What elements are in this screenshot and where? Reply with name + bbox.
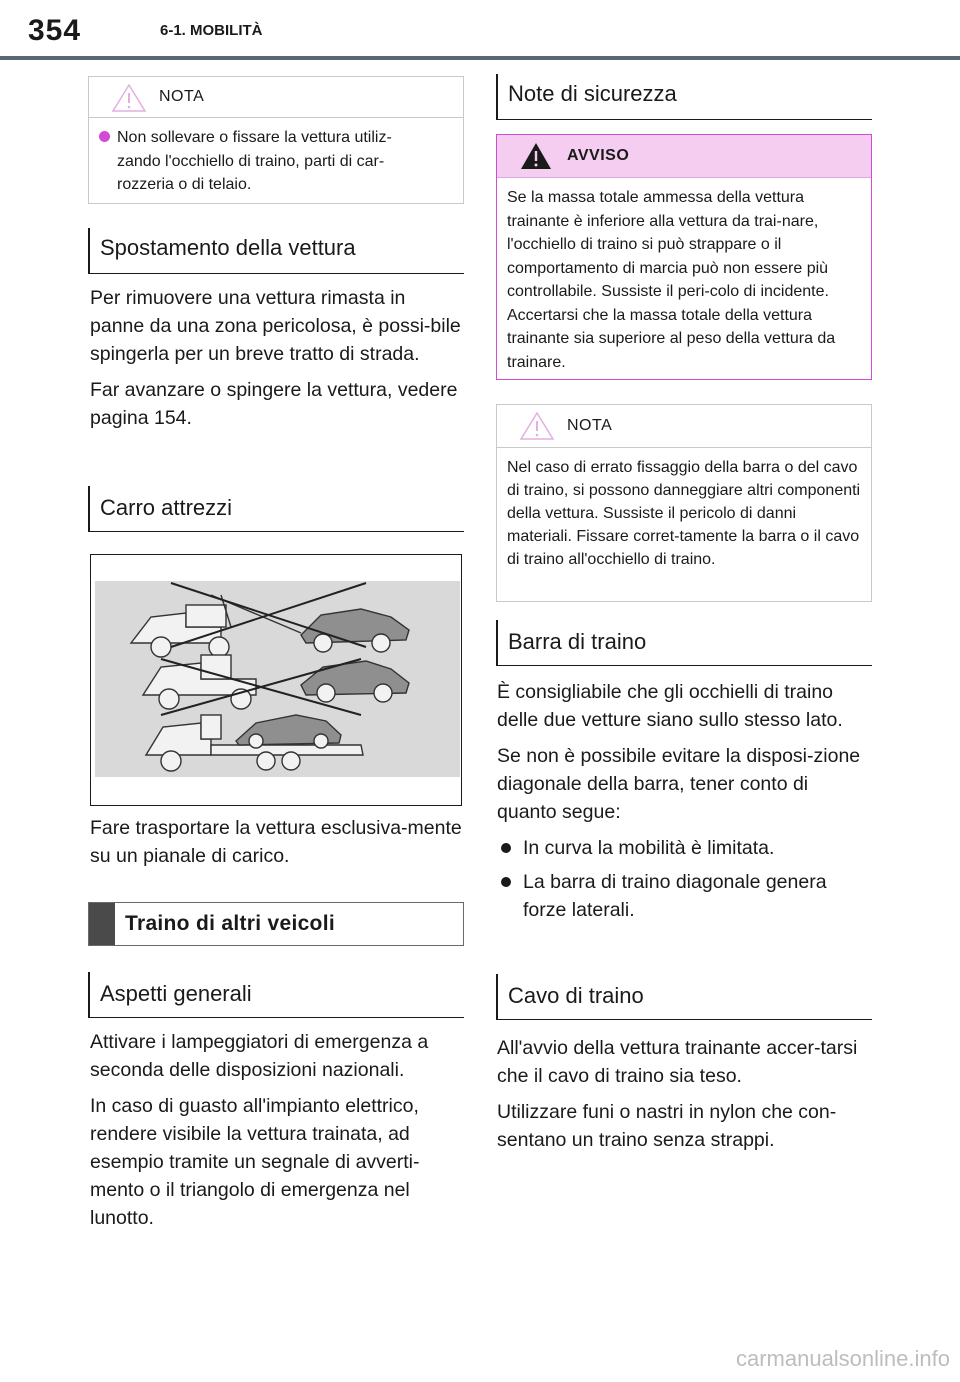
note-header	[89, 77, 463, 118]
section-title: 6-1. MOBILITÀ	[160, 22, 263, 39]
caption-text: Fare trasportare la vettura esclusiva-mente su un pianale di carico.	[90, 817, 462, 867]
bullet-dot-icon	[99, 131, 110, 142]
paragraph: Attivare i lampeggiatori di emergenza a seconda delle disposizioni nazionali.	[90, 1031, 429, 1081]
paragraph: Per rimuovere una vettura rimasta in panne da una zona pericolosa, è possi-bile spingerla per un breve tratto di strada.	[90, 287, 461, 365]
note-body	[89, 118, 463, 205]
page-number: 354	[28, 14, 82, 47]
tow-truck-image	[91, 555, 460, 804]
note-header	[497, 405, 871, 448]
note-text: Non sollevare o fissare la vettura utiliz- zando l'occhiello di traino, parti di car- rozzeria o di telaio.	[117, 129, 392, 193]
bullet-item: La barra di traino diagonale genera forze laterali.	[497, 868, 871, 924]
caution-triangle-icon	[111, 83, 147, 113]
paragraph: All'avvio della vettura trainante accer-tarsi che il cavo di traino sia teso.	[497, 1037, 858, 1087]
note-title: NOTA	[567, 417, 613, 434]
caution-triangle-icon	[519, 411, 555, 441]
heading-traino: Traino di altri veicoli	[125, 912, 335, 935]
warning-triangle-icon	[519, 141, 553, 171]
heading-sicurezza: Note di sicurezza	[496, 74, 872, 120]
note-text: Nel caso di errato fissaggio della barra o del cavo di traino, si possono danneggiare altri componenti della vettura. Sussiste il pericolo di danni materiali. Fissare corret-tamente la barra o il cavo di traino all'occhiello di traino.	[507, 459, 861, 568]
section-cavo	[497, 1034, 871, 1162]
paragraph: Far avanzare o spingere la vettura, vedere pagina 154.	[90, 379, 458, 429]
warning-text: Se la massa totale ammessa della vettura trainante è inferiore alla vettura da trai-nare, l'occhiello di traino si può strappare o il comportamento di marcia può non essere più controllabile. Sussiste il peri-colo di incidente. Accertarsi che la massa totale della vettura trainante sia superiore al peso della vettura da trainare.	[507, 189, 836, 371]
heading-cavo: Cavo di traino	[496, 974, 872, 1020]
heading-spostamento: Spostamento della vettura	[88, 228, 464, 274]
paragraph: È consigliabile che gli occhielli di traino delle due vetture siano sullo stesso lato.	[497, 681, 843, 731]
note-box-1	[88, 76, 464, 204]
section-spostamento	[90, 284, 464, 440]
heading-traino-block	[88, 902, 464, 946]
warning-title: AVVISO	[567, 147, 630, 164]
section-aspetti	[90, 1028, 464, 1240]
figure-caption	[90, 814, 464, 878]
heading-marker	[89, 903, 115, 945]
paragraph: In caso di guasto all'impianto elettrico, rendere visibile la vettura trainata, ad esempio tramite un segnale di avverti-mento o il triangolo di emergenza nel lunotto.	[90, 1095, 420, 1229]
watermark: carmanualsonline.info	[735, 1346, 950, 1371]
header-rule	[0, 56, 960, 60]
heading-carro: Carro attrezzi	[88, 486, 464, 532]
heading-barra: Barra di traino	[496, 620, 872, 666]
heading-aspetti: Aspetti generali	[88, 972, 464, 1018]
paragraph: Utilizzare funi o nastri in nylon che con-sentano un traino senza strappi.	[497, 1101, 837, 1151]
bullet-item: In curva la mobilità è limitata.	[497, 834, 871, 862]
note-box-2	[496, 404, 872, 602]
tow-truck-illustration	[90, 554, 462, 806]
paragraph: Se non è possibile evitare la disposi-zione diagonale della barra, tener conto di quanto segue:	[497, 745, 861, 823]
warning-header	[497, 135, 871, 178]
section-barra	[497, 678, 871, 930]
note-title: NOTA	[159, 88, 205, 105]
warning-box	[496, 134, 872, 380]
